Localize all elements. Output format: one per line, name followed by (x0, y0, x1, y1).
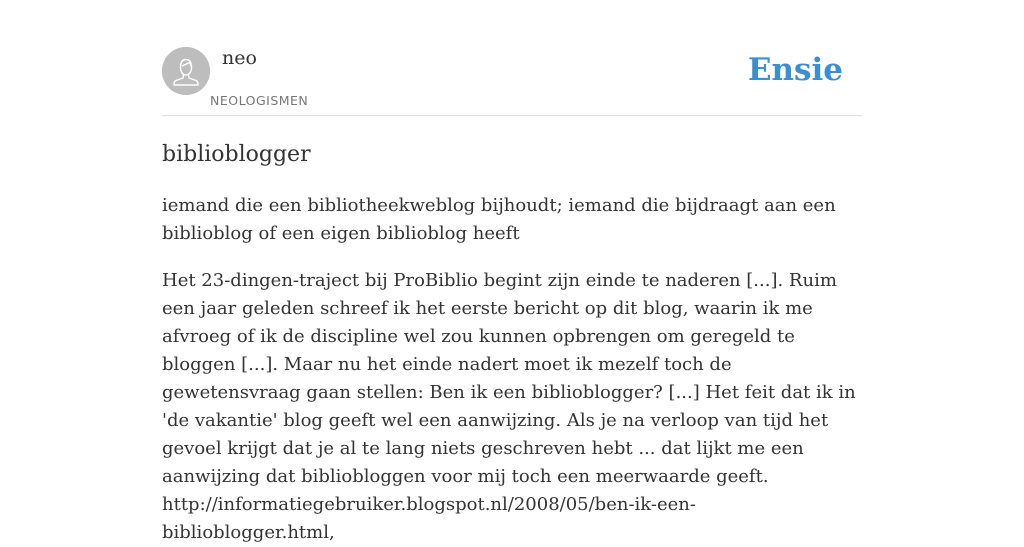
brand-logo[interactable]: Ensie (747, 52, 843, 88)
section-label[interactable]: NEOLOGISMEN (210, 93, 309, 108)
user-avatar-icon (162, 47, 210, 95)
entry-example: Het 23-dingen-traject bij ProBiblio begint zijn einde te naderen [...]. Ruim een jaar geleden schreef ik het eerste bericht op dit blog, waarin ik me afvroeg of ik de discipline wel zou kunnen opbrengen om geregeld te bloggen [...]. Maar nu het einde nadert moet ik mezelf toch de gewetensvraag gaan stellen: Ben ik een biblioblogger? [...] Het feit dat ik in 'de vakantie' blog geeft wel een aanwijzing. Als je na verloop van tijd het gevoel krijgt dat je al te lang niets geschreven hebt ... dat lijkt me een aanwijzing dat bibliobloggen voor mij toch een meerwaarde geeft. http://informatiegebruiker.blogspot.nl/2008/05/ben-ik-een-biblioblogger.html, (162, 270, 856, 543)
entry-headword: biblioblogger (162, 142, 311, 167)
username[interactable]: neo (222, 47, 257, 69)
divider (162, 115, 862, 116)
avatar[interactable] (162, 47, 210, 95)
entry-definition: iemand die een bibliotheekweblog bijhoudt; iemand die bijdraagt aan een biblioblog of een eigen biblioblog heeft (162, 195, 836, 244)
